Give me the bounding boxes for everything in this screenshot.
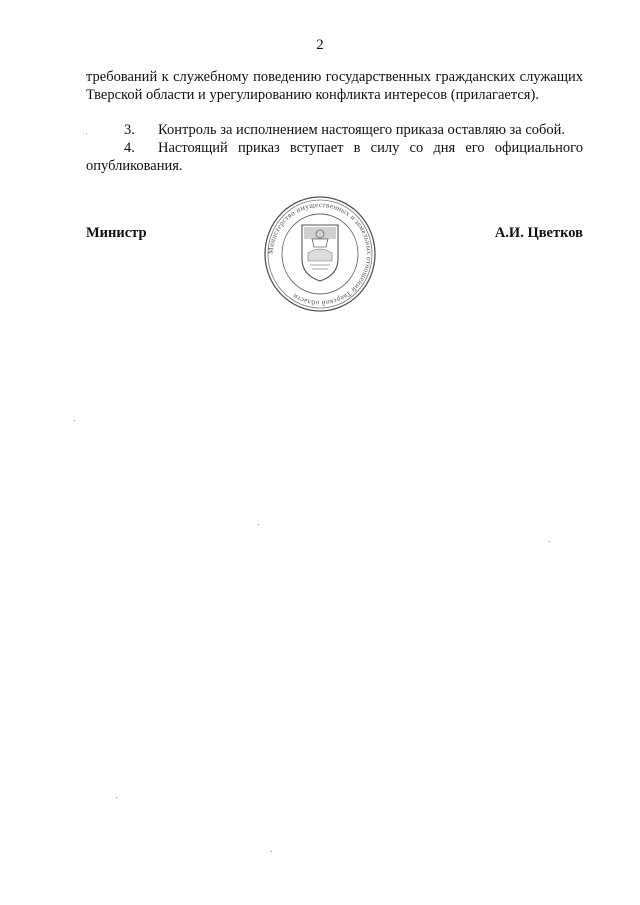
- item-4-text: Настоящий приказ вступает в силу со дня его официального опубликования.: [86, 140, 583, 174]
- scan-speck: [258, 524, 259, 525]
- signer-name: А.И. Цветков: [494, 225, 583, 241]
- signer-position: Министр: [86, 225, 147, 241]
- item-3-text: Контроль за исполнением настоящего приказа оставляю за собой.: [158, 122, 566, 138]
- scan-speck: [116, 797, 117, 798]
- item-4: [86, 140, 583, 175]
- page-number: 2: [316, 37, 324, 53]
- paragraph-continued: требований к служебному поведению государственных гражданских служащих Тверской области и урегулированию конфликта интересов (прилагается).: [86, 69, 583, 103]
- item-4-number: 4.: [124, 140, 135, 156]
- official-seal-icon: [263, 195, 377, 313]
- scan-speck: [549, 541, 550, 542]
- item-3: [86, 122, 583, 140]
- seal-text: Министерство имущественных и земельных отношений Тверской области: [266, 200, 374, 308]
- scan-speck: [271, 851, 272, 852]
- scan-speck: [86, 133, 87, 134]
- scan-speck: [74, 420, 75, 421]
- item-3-number: 3.: [124, 122, 135, 138]
